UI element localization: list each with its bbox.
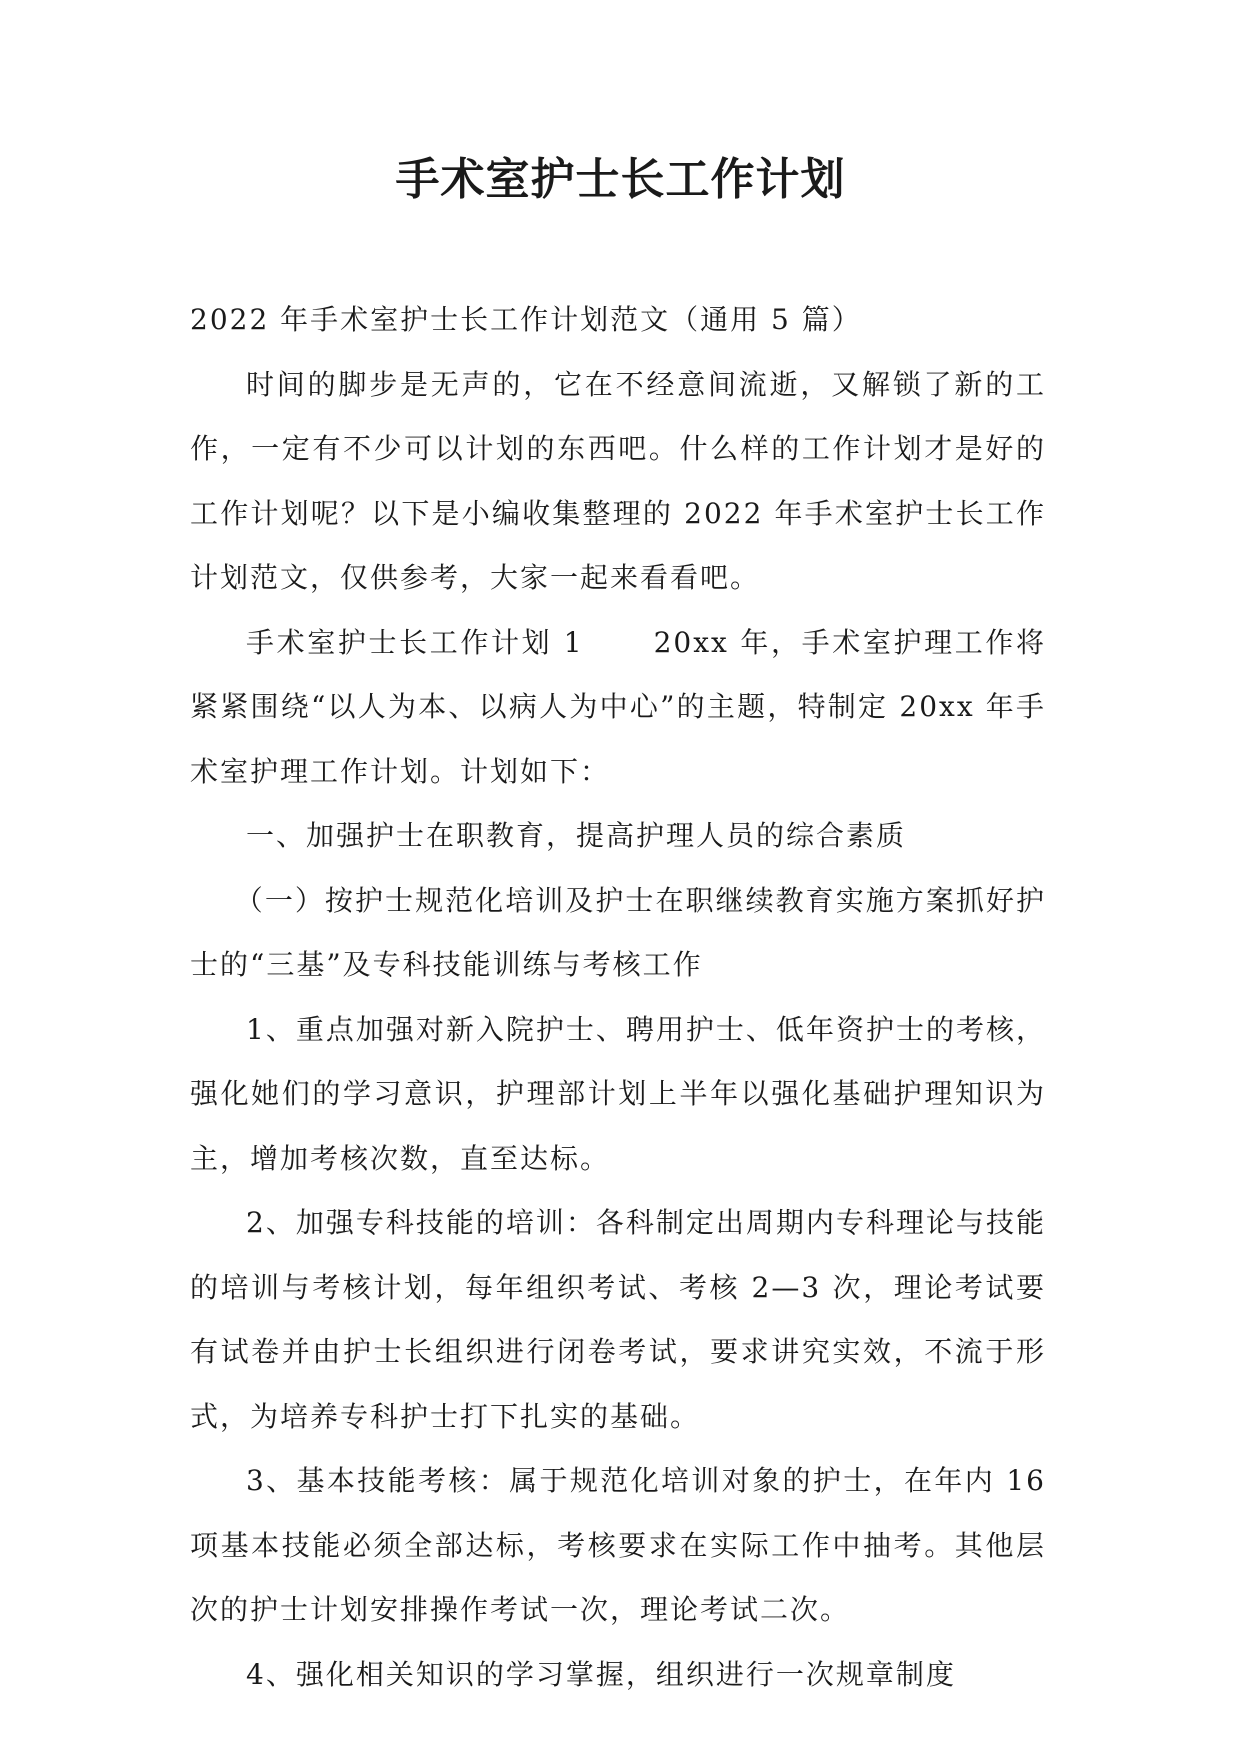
- list-item-2: 2、加强专科技能的培训：各科制定出周期内专科理论与技能的培训与考核计划，每年组织考试、考核 2—3 次，理论考试要有试卷并由护士长组织进行闭卷考试，要求讲究实效，不流于形式，为培养专科护士打下扎实的基础。: [190, 1206, 1046, 1433]
- document-body: [190, 288, 1046, 1707]
- list-item-1: 1、重点加强对新入院护士、聘用护士、低年资护士的考核，强化她们的学习意识，护理部计划上半年以强化基础护理知识为主，增加考核次数，直至达标。: [190, 1012, 1046, 1175]
- document-subtitle: 2022 年手术室护士长工作计划范文（通用 5 篇）: [190, 303, 862, 336]
- plan1-text: 20xx 年，手术室护理工作将紧紧围绕“以人为本、以病人为中心”的主题，特制定 20xx 年手术室护理工作计划。计划如下：: [190, 625, 1046, 788]
- list-item-4: 4、强化相关知识的学习掌握，组织进行一次规章制度: [246, 1657, 956, 1691]
- intro-paragraph: 时间的脚步是无声的，它在不经意间流逝，又解锁了新的工作，一定有不少可以计划的东西吧。什么样的工作计划才是好的工作计划呢？以下是小编收集整理的 2022 年手术室护士长工作计划范文，仅供参考，大家一起来看看吧。: [190, 367, 1046, 594]
- section-heading-1: 一、加强护士在职教育，提高护理人员的综合素质: [246, 819, 907, 852]
- subsection-heading-1: （一）按护士规范化培训及护士在职继续教育实施方案抓好护士的“三基”及专科技能训练与考核工作: [190, 883, 1046, 981]
- page-title: 手术室护士长工作计划: [395, 154, 846, 205]
- plan1-paragraph: [190, 611, 1046, 805]
- plan1-label: 手术室护士长工作计划 1: [246, 625, 584, 659]
- list-item-3: 3、基本技能考核：属于规范化培训对象的护士，在年内 16 项基本技能必须全部达标，考核要求在实际工作中抽考。其他层次的护士计划安排操作考试一次，理论考试二次。: [190, 1464, 1046, 1626]
